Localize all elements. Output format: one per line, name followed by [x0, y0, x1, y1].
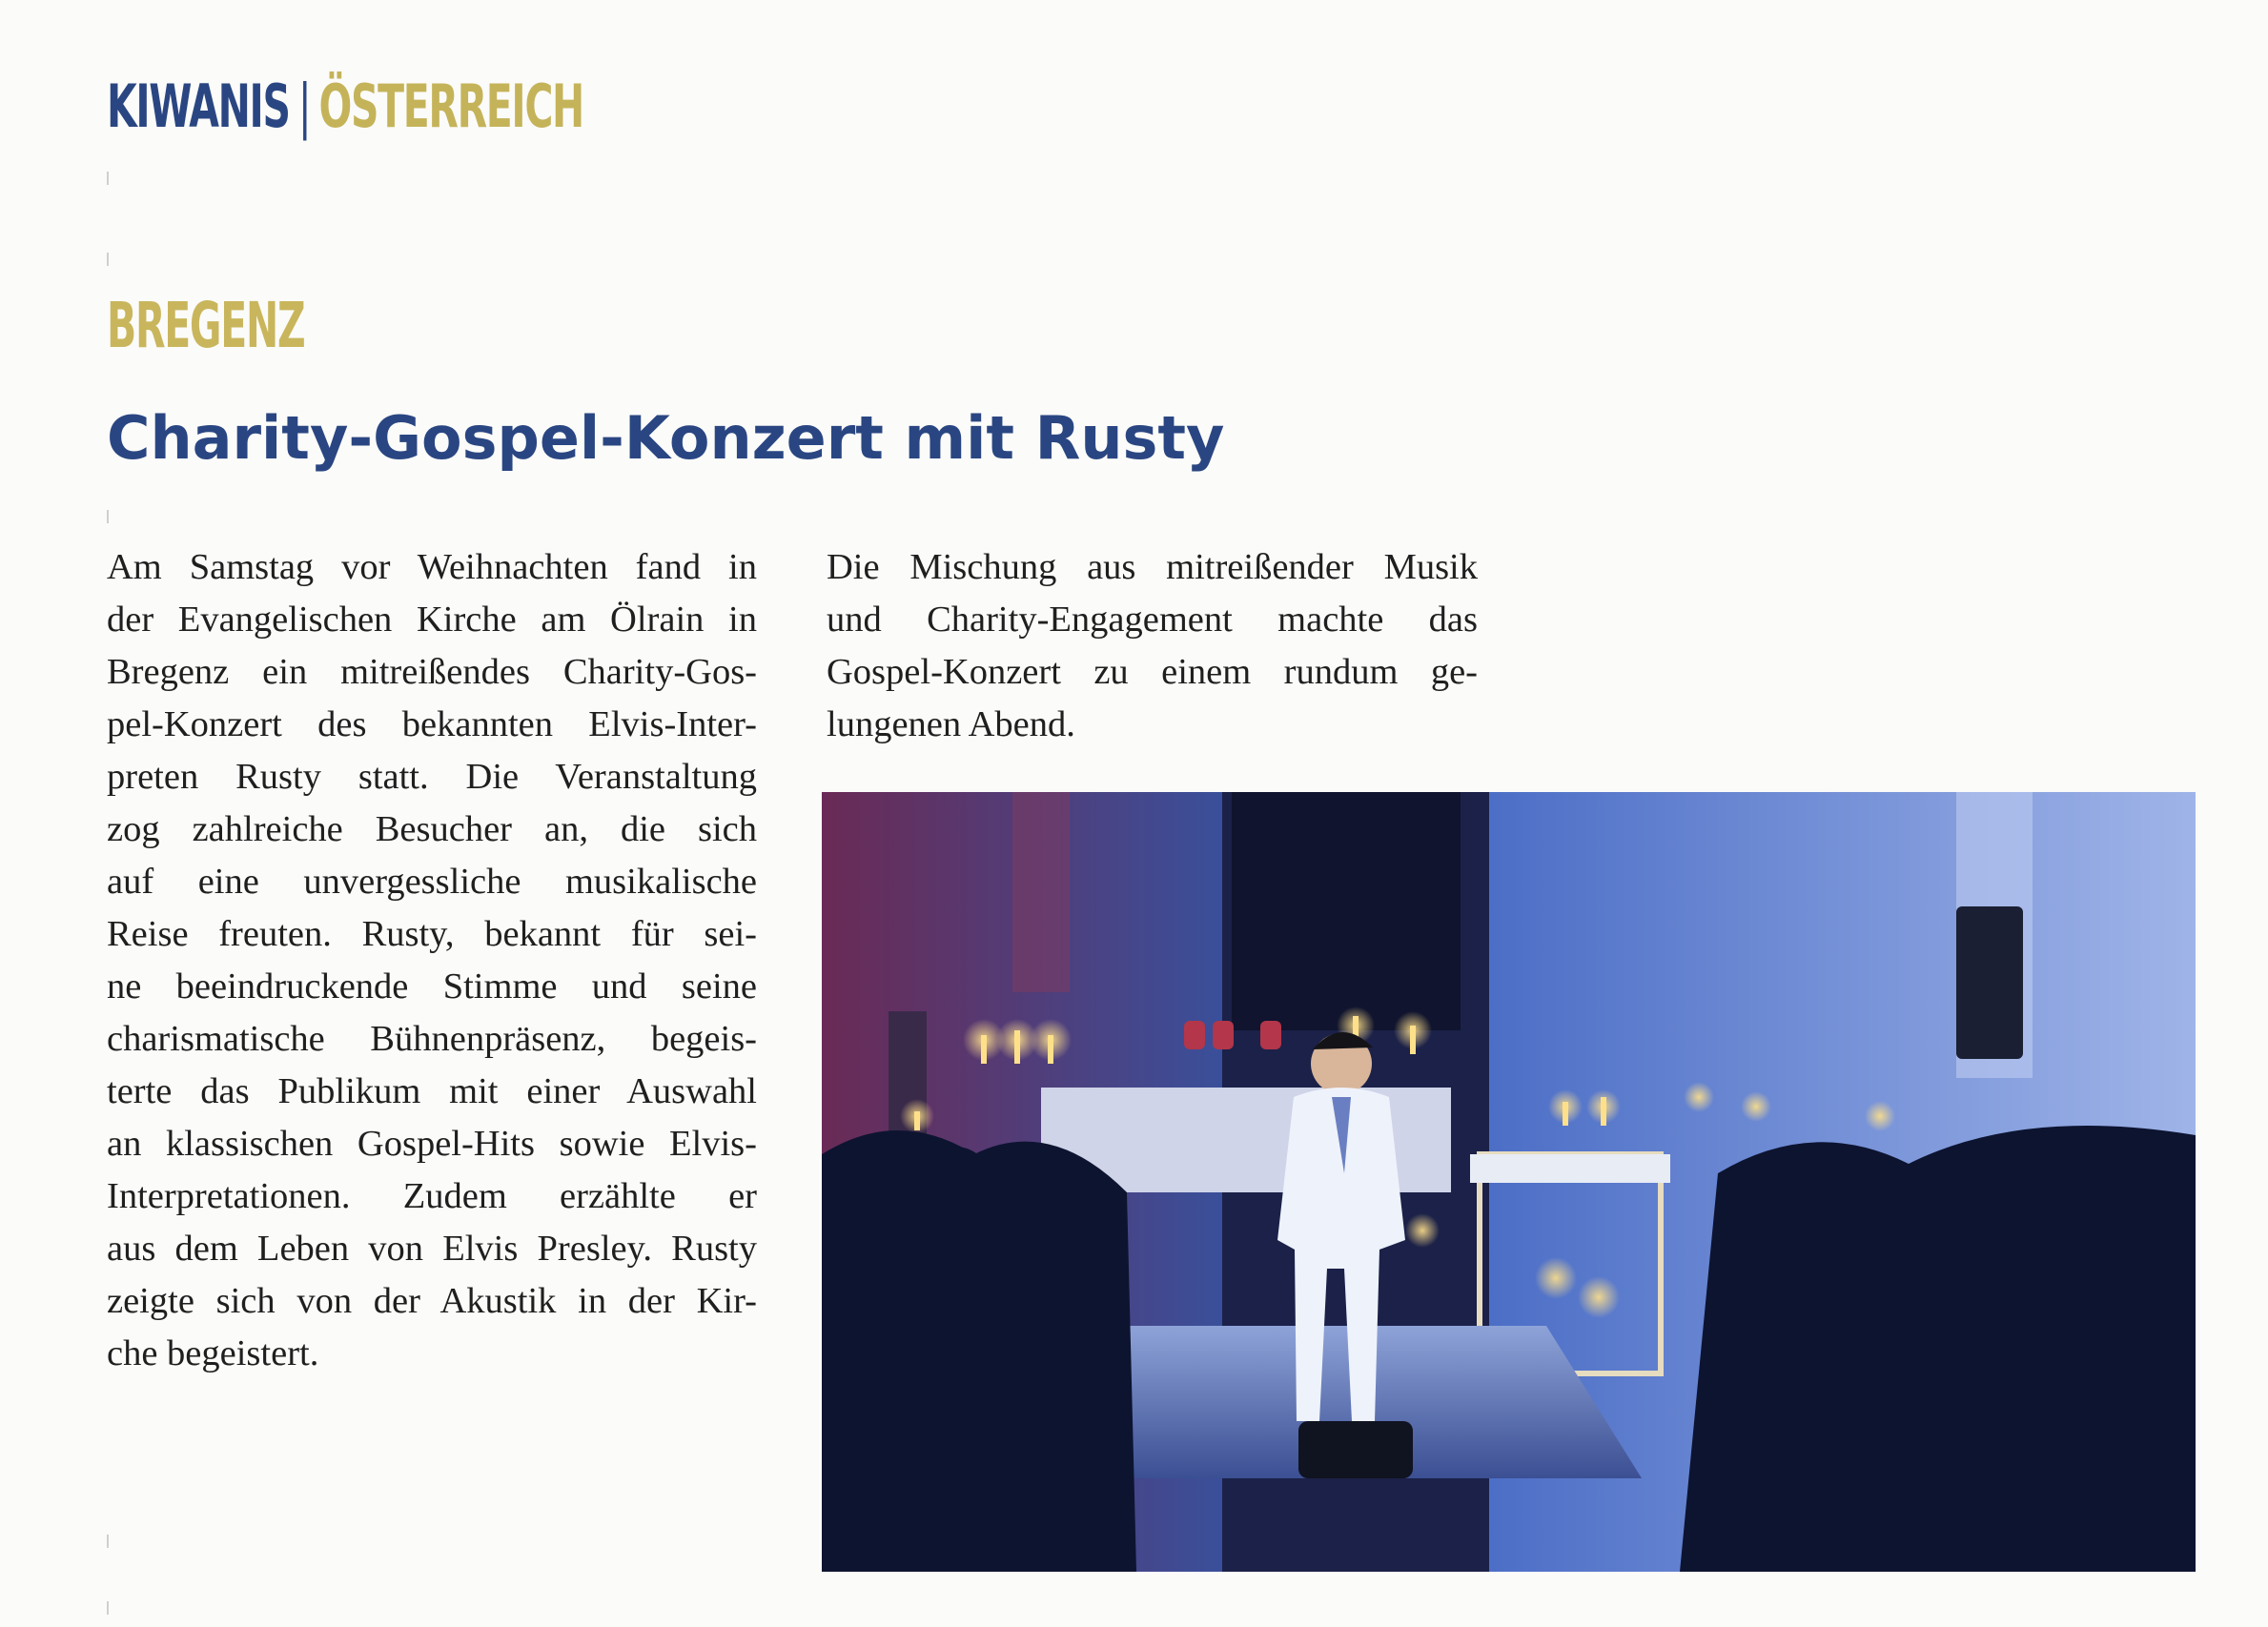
text-line: zog zahlreiche Besucher an, die sich: [107, 809, 757, 849]
text-line: che begeistert.: [107, 1333, 319, 1373]
masthead-brand: KIWANIS: [107, 71, 290, 141]
margin-mark: [107, 253, 109, 266]
masthead: [107, 69, 583, 145]
text-line: aus dem Leben von Elvis Presley. Rusty: [107, 1229, 757, 1269]
margin-mark: [107, 1601, 109, 1615]
text-line: zeigte sich von der Akustik in der Kir-: [107, 1281, 757, 1321]
text-line: Bregenz ein mitreißendes Charity-Gos-: [107, 652, 757, 692]
text-line: Gospel-Konzert zu einem rundum ge-: [827, 652, 1478, 692]
margin-mark: [107, 172, 109, 185]
text-line: charismatische Bühnenpräsenz, begeis-: [107, 1019, 757, 1059]
text-line: an klassischen Gospel-Hits sowie Elvis-: [107, 1124, 757, 1164]
concert-photo: [822, 792, 2196, 1572]
margin-mark: [107, 510, 109, 523]
text-line: pel-Konzert des bekannten Elvis-Inter-: [107, 704, 757, 744]
margin-mark: [107, 1535, 109, 1548]
text-line: preten Rusty statt. Die Veranstaltung: [107, 757, 757, 797]
text-line: auf eine unvergessliche musikalische: [107, 862, 757, 902]
article-headline: Charity-Gospel-Konzert mit Rusty: [107, 403, 1225, 473]
concert-photo-illustration: [822, 792, 2196, 1572]
masthead-separator: |: [297, 71, 311, 141]
text-line: lungenen Abend.: [827, 704, 1075, 744]
article-column-1: [107, 541, 757, 1380]
text-line: Am Samstag vor Weihnachten fand in: [107, 547, 757, 587]
text-line: und Charity-Engagement machte das: [827, 600, 1478, 640]
text-line: terte das Publikum mit einer Auswahl: [107, 1071, 757, 1111]
text-line: Die Mischung aus mitreißender Musik: [827, 547, 1478, 587]
text-line: Interpretationen. Zudem erzählte er: [107, 1176, 757, 1216]
article-kicker: BREGENZ: [107, 289, 305, 362]
masthead-country: ÖSTERREICH: [318, 71, 583, 141]
text-line: Reise freuten. Rusty, bekannt für sei-: [107, 914, 757, 954]
text-line: der Evangelischen Kirche am Ölrain in: [107, 600, 757, 640]
text-line: ne beeindruckende Stimme und seine: [107, 966, 757, 1007]
article-column-2: [827, 541, 1478, 751]
